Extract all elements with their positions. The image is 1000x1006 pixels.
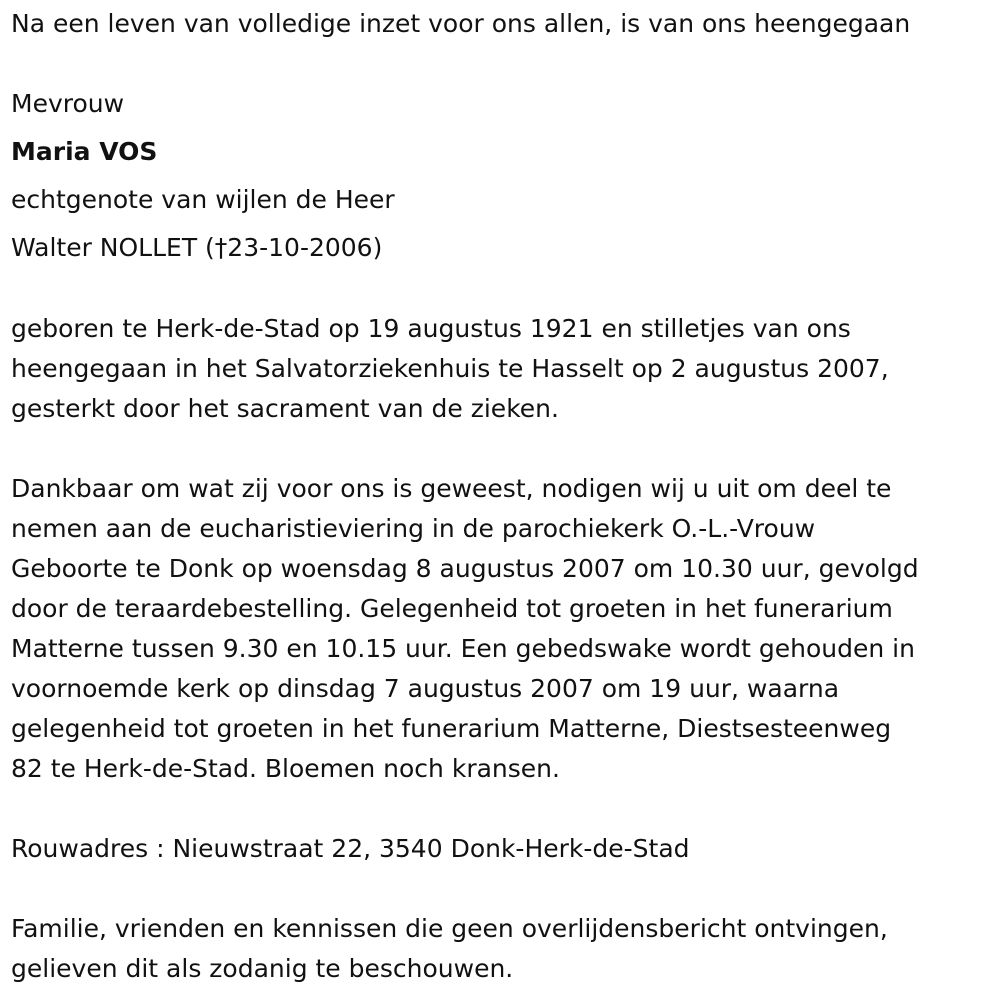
paragraph-line: gesterkt door het sacrament van de zieken. (11, 394, 559, 423)
paragraph-line: heengegaan in het Salvatorziekenhuis te Hasselt op 2 augustus 2007, (11, 354, 889, 383)
paragraph-line: nemen aan de eucharistieviering in de parochiekerk O.-L.-Vrouw (11, 514, 816, 543)
deceased-name: Maria VOS (11, 137, 158, 166)
birth-paragraph (11, 309, 991, 429)
paragraph-line: Matterne tussen 9.30 en 10.15 uur. Een gebedswake wordt gehouden in (11, 634, 915, 663)
intro-line: Na een leven van volledige inzet voor ons allen, is van ons heengegaan (11, 9, 911, 38)
ceremony-paragraph (11, 469, 991, 789)
paragraph-line: geboren te Herk-de-Stad op 19 augustus 1921 en stilletjes van ons (11, 314, 851, 343)
paragraph-line: Familie, vrienden en kennissen die geen overlijdensbericht ontvingen, (11, 914, 888, 943)
paragraph-line: voornoemde kerk op dinsdag 7 augustus 2007 om 19 uur, waarna (11, 674, 840, 703)
spouse-line-1: echtgenote van wijlen de Heer (11, 185, 395, 214)
paragraph-line: Geboorte te Donk op woensdag 8 augustus 2007 om 10.30 uur, gevolgd (11, 554, 919, 583)
paragraph-line: gelieven dit als zodanig te beschouwen. (11, 954, 514, 983)
paragraph-line: 82 te Herk-de-Stad. Bloemen noch kransen. (11, 754, 560, 783)
spouse-line-2: Walter NOLLET (†23-10-2006) (11, 233, 383, 262)
paragraph-line: Dankbaar om wat zij voor ons is geweest, nodigen wij u uit om deel te (11, 474, 892, 503)
mourning-address: Rouwadres : Nieuwstraat 22, 3540 Donk-Herk-de-Stad (11, 834, 690, 863)
closing-paragraph (11, 909, 991, 989)
paragraph-line: door de teraardebestelling. Gelegenheid tot groeten in het funerarium (11, 594, 893, 623)
salutation: Mevrouw (11, 89, 125, 118)
paragraph-line: gelegenheid tot groeten in het funerarium Matterne, Diestsesteenweg (11, 714, 892, 743)
